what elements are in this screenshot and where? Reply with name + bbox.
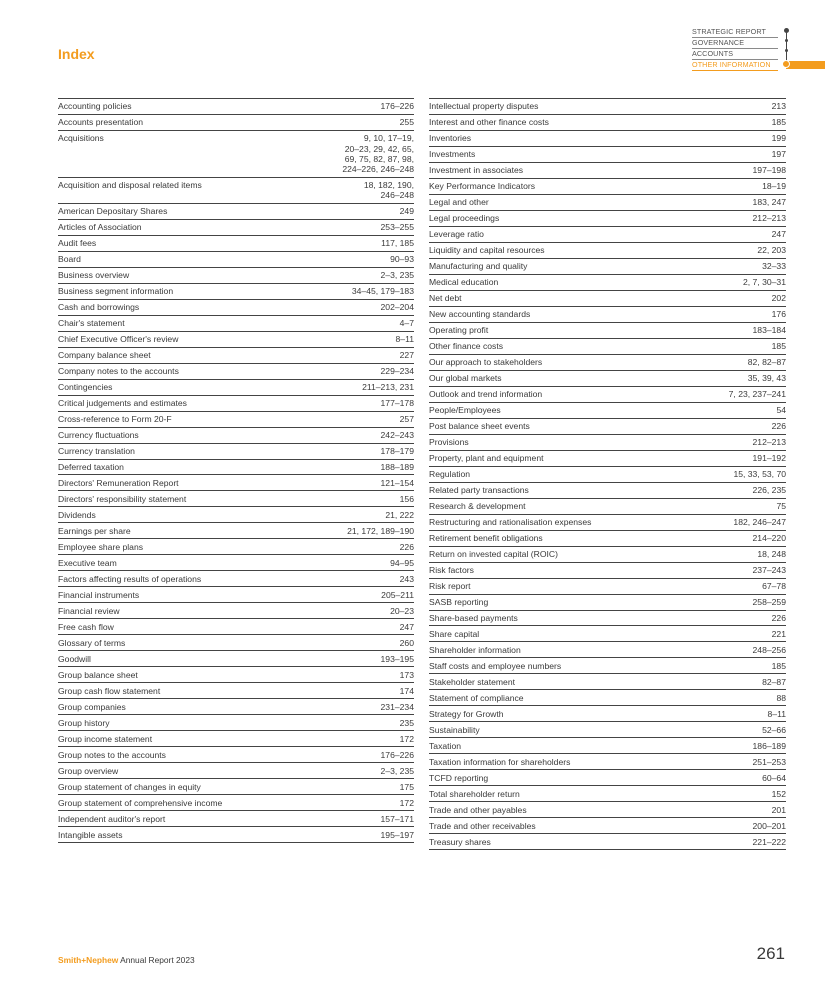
index-entry: [429, 451, 786, 467]
index-term: Cross-reference to Form 20-F: [58, 413, 172, 424]
index-term: Directors' Remuneration Report: [58, 477, 179, 488]
index-term: Regulation: [429, 469, 471, 480]
index-pages[interactable]: 75: [776, 501, 786, 511]
index-entry: [58, 252, 414, 268]
index-pages[interactable]: 176–226: [380, 101, 414, 112]
index-pages[interactable]: 52–66: [762, 724, 786, 735]
index-term: Earnings per share: [58, 525, 131, 536]
index-pages[interactable]: 173: [399, 669, 414, 680]
index-term: Taxation: [429, 740, 462, 751]
index-term: Restructuring and rationalisation expenses: [429, 516, 592, 527]
index-term: Liquidity and capital resources: [429, 245, 545, 256]
index-pages[interactable]: 193–195: [380, 653, 414, 664]
index-term: Related party transactions: [429, 485, 529, 496]
index-pages[interactable]: 197: [771, 149, 786, 160]
index-entry: [58, 300, 414, 316]
index-term: Manufacturing and quality: [429, 261, 528, 272]
index-pages[interactable]: 226: [399, 541, 414, 552]
index-entry: [429, 259, 786, 275]
index-pages[interactable]: 191–192: [752, 453, 786, 464]
index-term: Return on invested capital (ROIC): [429, 548, 558, 559]
index-pages[interactable]: 212–213: [752, 437, 786, 448]
index-term: Acquisition and disposal related items: [58, 179, 202, 190]
index-pages[interactable]: 22, 203: [757, 245, 786, 256]
index-pages[interactable]: 172: [399, 797, 414, 808]
index-entry: [58, 99, 414, 115]
index-entry: [429, 131, 786, 147]
index-pages[interactable]: 226: [771, 612, 786, 623]
index-pages[interactable]: 176: [771, 309, 786, 320]
index-pages[interactable]: 18, 248: [757, 548, 786, 559]
index-entry: [429, 738, 786, 754]
index-pages[interactable]: 82–87: [762, 676, 786, 687]
index-entry: [429, 611, 786, 627]
index-term: Key Performance Indicators: [429, 181, 536, 192]
index-entry: [429, 115, 786, 131]
index-entry: [58, 683, 414, 699]
index-pages[interactable]: 177–178: [380, 397, 414, 408]
index-term: Group overview: [58, 765, 119, 776]
index-term: Leverage ratio: [429, 229, 484, 240]
index-pages[interactable]: 94–95: [390, 557, 414, 568]
index-pages[interactable]: 247: [771, 229, 786, 240]
index-entry: [58, 316, 414, 332]
index-term: Audit fees: [58, 238, 97, 249]
index-entry: [58, 779, 414, 795]
index-entry: [429, 387, 786, 403]
index-pages[interactable]: 2, 7, 30–31: [742, 277, 786, 288]
index-term: Research & development: [429, 501, 526, 511]
index-pages[interactable]: 88: [776, 692, 786, 703]
index-pages[interactable]: 121–154: [380, 477, 414, 488]
index-term: Net debt: [429, 293, 462, 304]
index-pages[interactable]: 211–213, 231: [362, 381, 414, 392]
index-entry: [429, 674, 786, 690]
index-term: Shareholder information: [429, 644, 521, 655]
index-term: Company balance sheet: [58, 350, 151, 360]
index-entry: [429, 563, 786, 579]
index-pages[interactable]: 54: [776, 405, 786, 416]
index-entry: [58, 491, 414, 507]
index-pages[interactable]: 202: [771, 293, 786, 304]
index-entry: [58, 603, 414, 619]
index-pages[interactable]: 199: [771, 133, 786, 144]
index-pages[interactable]: 242–243: [380, 429, 414, 440]
index-pages[interactable]: 260: [399, 637, 414, 648]
index-entry: [58, 236, 414, 252]
index-entry: [58, 651, 414, 667]
index-pages[interactable]: 9, 10, 17–19, 20–23, 29, 42, 65, 69, 75, 82, 87, 98, 224–226, 246–248: [342, 133, 414, 174]
index-entry: [429, 722, 786, 738]
index-entry: [58, 715, 414, 731]
index-pages[interactable]: 178–179: [380, 445, 414, 456]
index-term: Other finance costs: [429, 341, 504, 352]
index-entry: [58, 178, 414, 204]
index-pages[interactable]: 231–234: [380, 701, 414, 712]
report-name: Annual Report 2023: [118, 955, 195, 965]
index-column-left: [58, 98, 414, 843]
index-term: Investments: [429, 149, 476, 160]
index-pages[interactable]: 20–23: [390, 605, 414, 616]
index-entry: [429, 499, 786, 515]
index-entry: [58, 795, 414, 811]
index-term: Employee share plans: [58, 541, 144, 552]
index-term: Group statement of changes in equity: [58, 781, 201, 792]
index-entry: [429, 323, 786, 339]
index-entry: [429, 818, 786, 834]
index-term: Financial review: [58, 605, 120, 616]
index-pages[interactable]: 251–253: [752, 756, 786, 767]
index-term: Group notes to the accounts: [58, 749, 166, 760]
index-pages[interactable]: 18, 182, 190, 246–248: [363, 179, 414, 201]
index-entry: [58, 364, 414, 380]
index-entry: [58, 396, 414, 412]
index-term: Deferred taxation: [58, 461, 124, 472]
index-term: Staff costs and employee numbers: [429, 660, 562, 671]
index-term: Free cash flow: [58, 621, 114, 632]
nav-item-accounts[interactable]: ACCOUNTS: [692, 49, 778, 60]
index-entry: [58, 348, 414, 364]
index-term: Dividends: [58, 509, 96, 520]
index-term: Chair's statement: [58, 318, 125, 329]
index-entry: [429, 754, 786, 770]
index-term: Glossary of terms: [58, 637, 126, 648]
index-pages[interactable]: 186–189: [752, 740, 786, 751]
index-entry: [429, 770, 786, 786]
index-term: Operating profit: [429, 325, 489, 336]
index-term: Statement of compliance: [429, 692, 524, 703]
index-entry: [58, 763, 414, 779]
index-entry: [429, 690, 786, 706]
index-pages[interactable]: 182, 246–247: [733, 516, 786, 527]
index-pages[interactable]: 212–213: [752, 213, 786, 224]
index-entry: [429, 179, 786, 195]
index-term: Risk report: [429, 580, 471, 591]
index-term: Legal and other: [429, 197, 489, 208]
index-entry: [58, 332, 414, 348]
index-entry: [58, 460, 414, 476]
index-entry: [58, 380, 414, 396]
index-term: Chief Executive Officer's review: [58, 334, 179, 345]
index-pages[interactable]: 172: [399, 733, 414, 744]
index-term: Business segment information: [58, 286, 174, 297]
index-entry: [58, 667, 414, 683]
index-pages[interactable]: 32–33: [762, 261, 786, 272]
index-entry: [429, 99, 786, 115]
index-entry: [58, 268, 414, 284]
index-entry: [429, 626, 786, 642]
index-entry: [58, 619, 414, 635]
index-entry: [58, 827, 414, 843]
index-pages[interactable]: 247: [399, 621, 414, 632]
index-entry: [429, 531, 786, 547]
index-term: Outlook and trend information: [429, 389, 543, 400]
index-entry: [429, 706, 786, 722]
index-pages[interactable]: 175: [399, 781, 414, 792]
index-term: Property, plant and equipment: [429, 453, 544, 464]
index-pages[interactable]: 258–259: [752, 596, 786, 607]
index-pages[interactable]: 243: [399, 573, 414, 584]
index-term: Our approach to stakeholders: [429, 357, 543, 368]
index-pages[interactable]: 227: [399, 350, 414, 360]
index-entry: [429, 147, 786, 163]
index-pages[interactable]: 2–3, 235: [380, 270, 414, 281]
index-term: Trade and other payables: [429, 804, 527, 815]
index-pages[interactable]: 237–243: [752, 564, 786, 575]
index-term: Directors' responsibility statement: [58, 493, 187, 504]
index-pages[interactable]: 18–19: [762, 181, 786, 192]
index-entry: [429, 786, 786, 802]
index-term: Articles of Association: [58, 222, 142, 233]
index-entry: [429, 435, 786, 451]
index-entry: [58, 220, 414, 236]
index-pages[interactable]: 221: [771, 628, 786, 639]
index-pages[interactable]: 67–78: [762, 580, 786, 591]
index-entry: [58, 523, 414, 539]
index-term: Contingencies: [58, 381, 113, 392]
index-term: Strategy for Growth: [429, 708, 504, 719]
index-term: Currency fluctuations: [58, 429, 139, 440]
index-entry: [429, 834, 786, 850]
index-entry: [429, 275, 786, 291]
index-term: Goodwill: [58, 653, 91, 664]
index-entry: [58, 811, 414, 827]
index-entry: [429, 642, 786, 658]
index-term: Group balance sheet: [58, 669, 138, 680]
index-pages[interactable]: 257: [399, 413, 414, 424]
index-term: New accounting standards: [429, 309, 531, 320]
index-entry: [429, 291, 786, 307]
index-entry: [429, 515, 786, 531]
index-pages[interactable]: 185: [771, 660, 786, 671]
nav-item-strategic-report[interactable]: STRATEGIC REPORT: [692, 27, 778, 38]
index-pages[interactable]: 188–189: [380, 461, 414, 472]
index-entry: [429, 483, 786, 499]
index-pages[interactable]: 152: [771, 788, 786, 799]
index-entry: [58, 475, 414, 491]
index-pages[interactable]: 2–3, 235: [380, 765, 414, 776]
index-term: SASB reporting: [429, 596, 489, 607]
index-term: People/Employees: [429, 405, 501, 416]
index-entry: [58, 284, 414, 300]
index-entry: [429, 355, 786, 371]
index-pages[interactable]: 157–171: [380, 813, 414, 824]
index-term: Board: [58, 254, 81, 265]
index-entry: [58, 747, 414, 763]
index-pages[interactable]: 202–204: [380, 302, 414, 313]
index-pages[interactable]: 82, 82–87: [747, 357, 786, 368]
index-term: Investment in associates: [429, 165, 524, 176]
index-term: Post balance sheet events: [429, 421, 530, 432]
index-pages[interactable]: 229–234: [380, 365, 414, 376]
index-term: Group statement of comprehensive income: [58, 797, 223, 808]
index-term: Financial instruments: [58, 589, 140, 600]
index-pages[interactable]: 156: [399, 493, 414, 504]
index-term: Treasury shares: [429, 836, 491, 847]
index-pages[interactable]: 15, 33, 53, 70: [733, 469, 786, 480]
index-term: Independent auditor's report: [58, 813, 166, 824]
index-pages[interactable]: 213: [771, 101, 786, 112]
index-term: Group companies: [58, 701, 126, 712]
index-entry: [429, 211, 786, 227]
index-term: Company notes to the accounts: [58, 365, 179, 376]
index-pages[interactable]: 214–220: [752, 532, 786, 543]
index-pages[interactable]: 201: [771, 804, 786, 815]
footer-brand: [58, 955, 195, 965]
index-pages[interactable]: 197–198: [752, 165, 786, 176]
index-entry: [429, 403, 786, 419]
index-pages[interactable]: 226: [771, 421, 786, 432]
index-pages[interactable]: 253–255: [380, 222, 414, 233]
index-pages[interactable]: 176–226: [380, 749, 414, 760]
brand-name: Smith+Nephew: [58, 955, 119, 965]
index-term: Interest and other finance costs: [429, 117, 549, 128]
nav-item-governance[interactable]: GOVERNANCE: [692, 38, 778, 49]
index-entry: [58, 428, 414, 444]
index-term: Critical judgements and estimates: [58, 397, 187, 408]
index-term: Factors affecting results of operations: [58, 573, 202, 584]
index-entry: [429, 595, 786, 611]
index-pages[interactable]: 174: [399, 685, 414, 696]
index-entry: [58, 507, 414, 523]
index-term: Currency translation: [58, 445, 135, 456]
index-entry: [58, 115, 414, 131]
index-term: Trade and other receivables: [429, 820, 536, 831]
index-pages[interactable]: 221–222: [752, 836, 786, 847]
index-term: Provisions: [429, 437, 469, 448]
index-pages[interactable]: 117, 185: [381, 238, 414, 249]
index-pages[interactable]: 200–201: [752, 820, 786, 831]
index-term: Share capital: [429, 628, 480, 639]
index-term: Risk factors: [429, 564, 474, 575]
index-term: Legal proceedings: [429, 213, 500, 224]
index-entry: [429, 802, 786, 818]
index-entry: [58, 587, 414, 603]
index-entry: [58, 539, 414, 555]
index-term: Sustainability: [429, 724, 480, 735]
index-term: Medical education: [429, 277, 499, 288]
index-entry: [429, 163, 786, 179]
index-term: Intangible assets: [58, 829, 123, 840]
index-pages[interactable]: 21, 172, 189–190: [347, 525, 414, 536]
index-pages[interactable]: 90–93: [390, 254, 414, 265]
index-pages[interactable]: 249: [399, 206, 414, 217]
index-entry: [429, 547, 786, 563]
index-term: Acquisitions: [58, 133, 104, 144]
index-pages[interactable]: 226, 235: [752, 485, 786, 496]
nav-item-other-information[interactable]: OTHER INFORMATION: [692, 60, 778, 71]
index-pages[interactable]: 60–64: [762, 772, 786, 783]
index-pages[interactable]: 235: [399, 717, 414, 728]
index-term: Intellectual property disputes: [429, 101, 539, 112]
nav-active-marker-icon: [782, 60, 790, 68]
index-entry: [58, 571, 414, 587]
nav-marker-icon: [785, 49, 788, 52]
index-pages[interactable]: 185: [771, 117, 786, 128]
index-entry: [429, 307, 786, 323]
index-pages[interactable]: 8–11: [395, 334, 414, 345]
index-entry: [429, 339, 786, 355]
index-entry: [58, 131, 414, 178]
index-entry: [429, 243, 786, 259]
index-entry: [58, 555, 414, 571]
index-entry: [58, 635, 414, 651]
index-pages[interactable]: 21, 222: [385, 509, 414, 520]
page-number: 261: [756, 944, 785, 963]
index-term: TCFD reporting: [429, 772, 489, 783]
index-term: Total shareholder return: [429, 788, 520, 799]
index-term: Taxation information for shareholders: [429, 756, 571, 767]
index-term: Retirement benefit obligations: [429, 532, 543, 543]
index-pages[interactable]: 183–184: [752, 325, 786, 336]
index-entry: [429, 579, 786, 595]
index-entry: [429, 467, 786, 483]
index-term: Accounts presentation: [58, 117, 144, 128]
index-term: Group income statement: [58, 733, 153, 744]
nav-track-line: [786, 30, 787, 64]
index-term: Stakeholder statement: [429, 676, 515, 687]
page-title: Index: [58, 46, 95, 62]
index-pages[interactable]: 183, 247: [752, 197, 786, 208]
index-entry: [58, 731, 414, 747]
index-column-right: [429, 98, 786, 850]
index-term: Business overview: [58, 270, 130, 281]
index-pages[interactable]: 8–11: [767, 708, 786, 719]
index-entry: [58, 412, 414, 428]
index-pages[interactable]: 205–211: [381, 589, 414, 600]
index-term: Group history: [58, 717, 110, 728]
index-pages[interactable]: 34–45, 179–183: [351, 286, 414, 297]
index-entry: [58, 699, 414, 715]
index-entry: [429, 195, 786, 211]
index-entry: [429, 227, 786, 243]
index-pages[interactable]: 4–7: [399, 318, 414, 329]
index-pages[interactable]: 35, 39, 43: [747, 373, 786, 384]
index-entry: [429, 419, 786, 435]
index-pages[interactable]: 7, 23, 237–241: [728, 389, 786, 400]
index-pages[interactable]: 248–256: [752, 644, 786, 655]
index-term: Group cash flow statement: [58, 685, 161, 696]
index-term: Accounting policies: [58, 101, 132, 112]
index-term: American Depositary Shares: [58, 206, 168, 217]
index-pages[interactable]: 255: [399, 117, 414, 128]
index-term: Our global markets: [429, 373, 502, 384]
nav-active-tab: [786, 61, 825, 69]
index-term: Cash and borrowings: [58, 302, 140, 313]
index-entry: [58, 444, 414, 460]
nav-marker-icon: [785, 39, 788, 42]
index-term: Executive team: [58, 557, 117, 568]
index-term: Inventories: [429, 133, 472, 144]
index-term: Share-based payments: [429, 612, 518, 623]
index-entry: [429, 658, 786, 674]
nav-marker-icon: [784, 28, 789, 33]
index-pages[interactable]: 185: [771, 341, 786, 352]
index-entry: [429, 371, 786, 387]
index-entry: [58, 204, 414, 220]
index-pages[interactable]: 195–197: [380, 829, 414, 840]
